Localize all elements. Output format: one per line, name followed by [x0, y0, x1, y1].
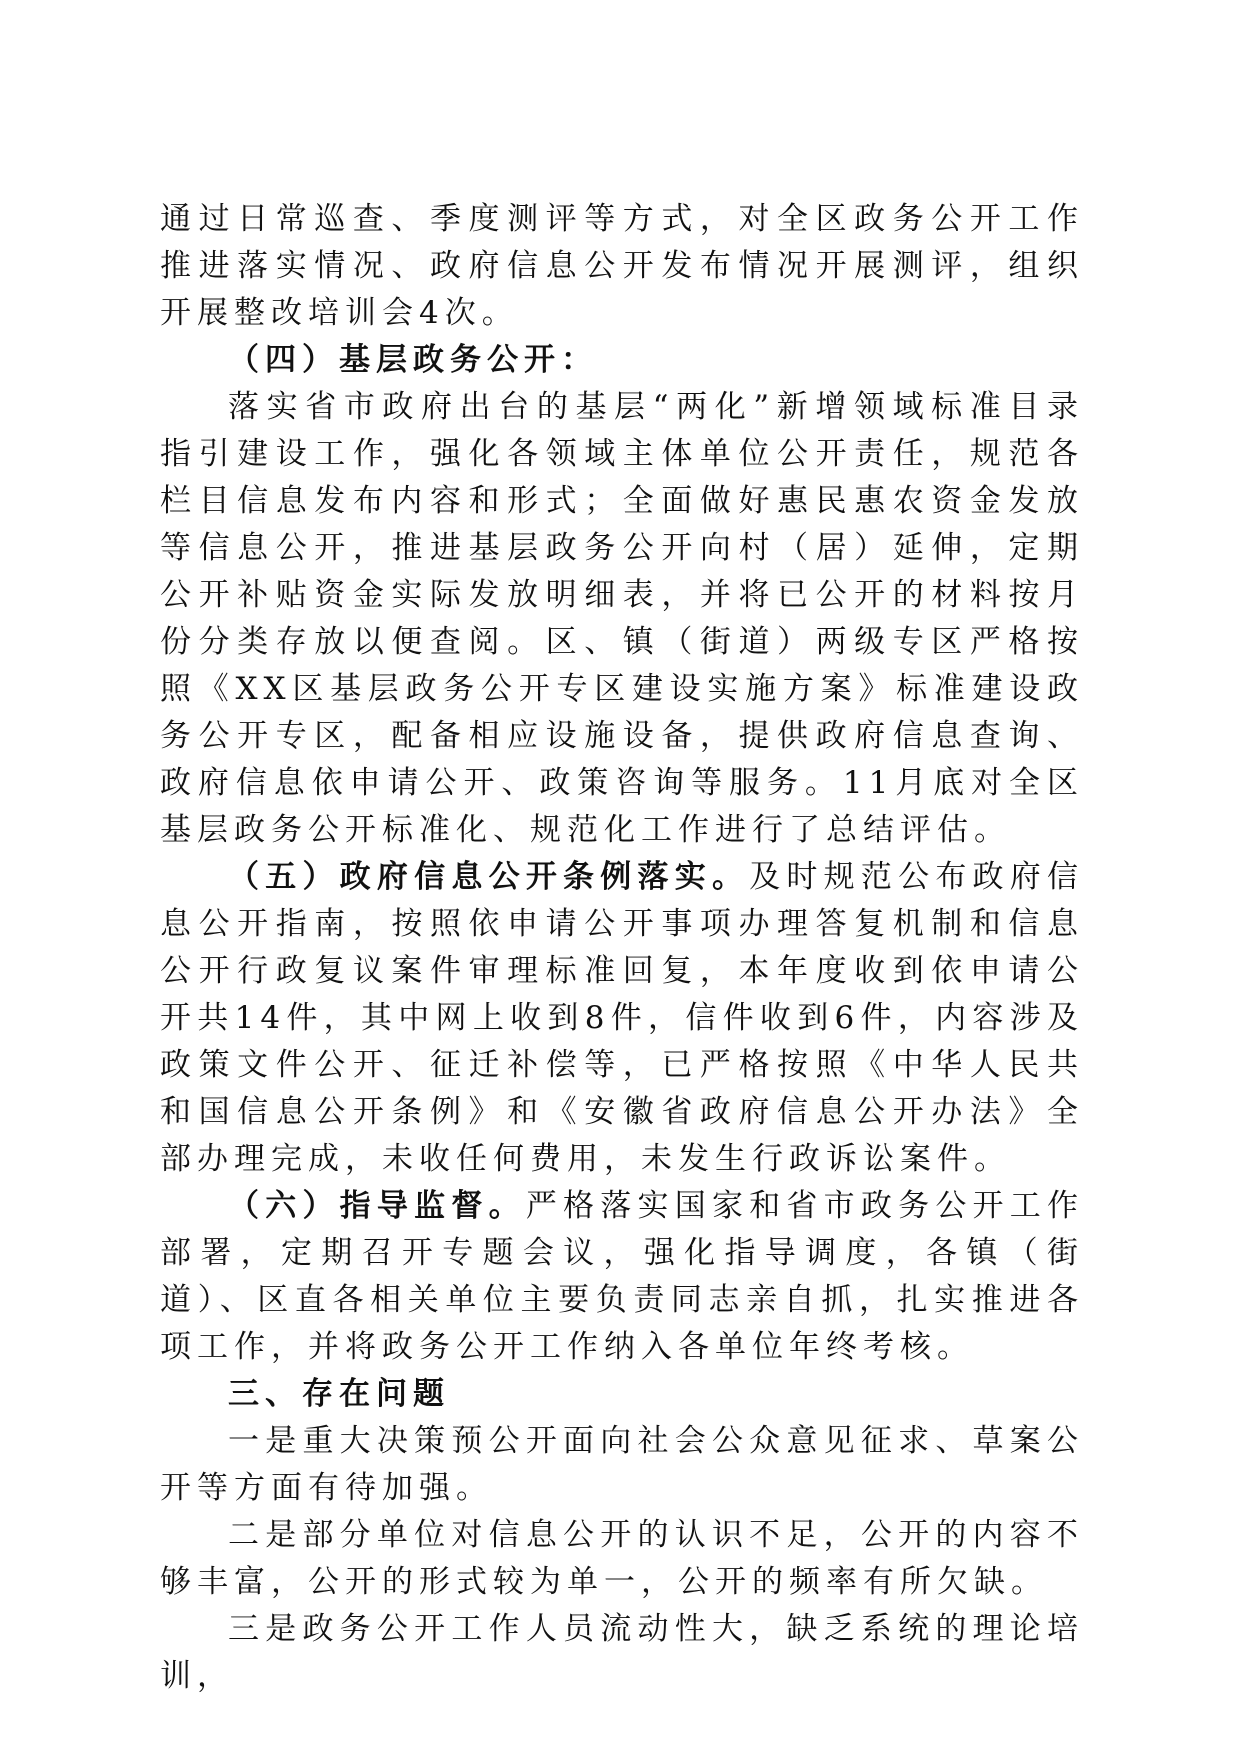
- paragraph-problem-one: [160, 1418, 1084, 1512]
- paragraph-text: 严格落实国家和省市政务公开工作部署，定期召开专题会议，强化指导调度，各镇（街道）、区直各相关单位主要负责同志亲自抓，扎实推进各项工作，并将政务公开工作纳入各单位年终考核。: [160, 1188, 1085, 1365]
- paragraph-regulation-implementation: [160, 854, 1084, 1183]
- subheading-grassroots-disclosure: [160, 337, 1084, 384]
- paragraph-text: 通过日常巡查、季度测评等方式，对全区政务公开工作推进落实情况、政府信息公开发布情况开展测评，组织开展整改培训会4次。: [160, 201, 1084, 331]
- subheading-text: （四）基层政务公开：: [228, 342, 598, 378]
- inline-heading: （五）政府信息公开条例落实。: [228, 859, 750, 895]
- paragraph-text: 及时规范公布政府信息公开指南，按照依申请公开事项办理答复机制和信息公开行政复议案件审理标准回复，本年度收到依申请公开共14件，其中网上收到8件，信件收到6件，内容涉及政策文件公开、征迁补偿等，已严格按照《中华人民共和国信息公开条例》和《安徽省政府信息公开办法》全部办理完成，未收任何费用，未发生行政诉讼案件。: [160, 859, 1085, 1177]
- section-heading-text: 三、存在问题: [228, 1376, 450, 1412]
- paragraph-text: 二是部分单位对信息公开的认识不足，公开的内容不够丰富，公开的形式较为单一，公开的频率有所欠缺。: [160, 1517, 1084, 1600]
- paragraph-grassroots-disclosure: [160, 384, 1084, 854]
- paragraph-continued: [160, 196, 1084, 337]
- paragraph-guidance-supervision: [160, 1183, 1084, 1371]
- paragraph-text: 三是政务公开工作人员流动性大，缺乏系统的理论培训，: [160, 1611, 1084, 1694]
- paragraph-text: 落实省市政府出台的基层“两化”新增领域标准目录指引建设工作，强化各领域主体单位公开责任，规范各栏目信息发布内容和形式；全面做好惠民惠农资金发放等信息公开，推进基层政务公开向村（居）延伸，定期公开补贴资金实际发放明细表，并将已公开的材料按月份分类存放以便查阅。区、镇（街道）两级专区严格按照《XX区基层政务公开专区建设实施方案》标准建设政务公开专区，配备相应设施设备，提供政府信息查询、政府信息依申请公开、政策咨询等服务。11月底对全区基层政务公开标准化、规范化工作进行了总结评估。: [160, 389, 1084, 848]
- paragraph-problem-two: [160, 1512, 1084, 1606]
- document-body: [160, 196, 1084, 1700]
- inline-heading: （六）指导监督。: [228, 1188, 526, 1224]
- paragraph-text: 一是重大决策预公开面向社会公众意见征求、草案公开等方面有待加强。: [160, 1423, 1084, 1506]
- section-heading-problems: [160, 1371, 1084, 1418]
- paragraph-problem-three: [160, 1606, 1084, 1700]
